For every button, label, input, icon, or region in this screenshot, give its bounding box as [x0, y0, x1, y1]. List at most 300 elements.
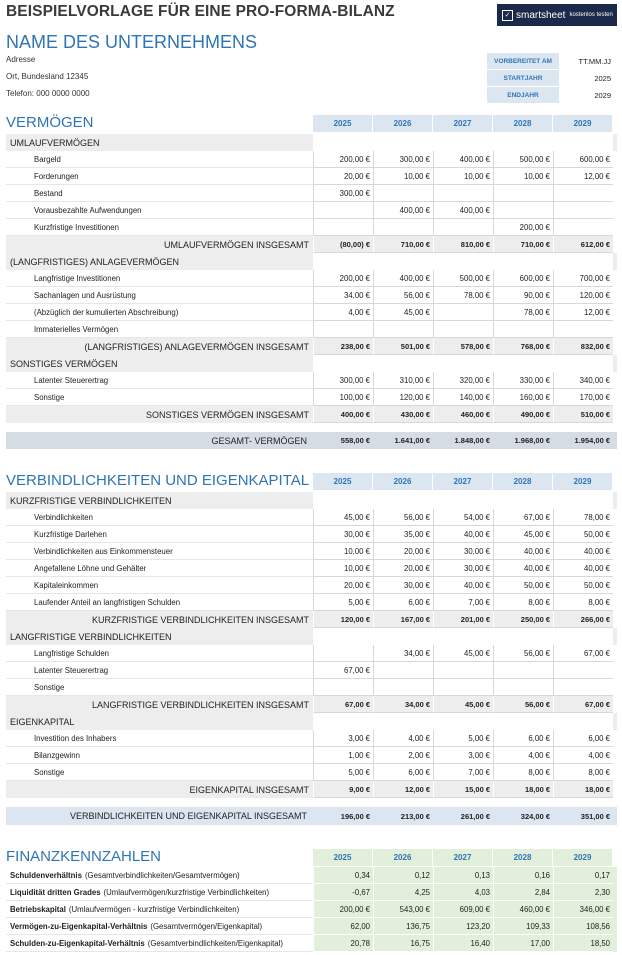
- ratio-row: [6, 918, 617, 935]
- value-cell[interactable]: 5,00 €: [313, 764, 373, 781]
- value-cell[interactable]: 56,00 €: [373, 287, 433, 304]
- ratio-value-cell[interactable]: 0,17: [553, 867, 613, 884]
- value-cell[interactable]: [493, 713, 553, 730]
- value-cell[interactable]: 7,00 €: [433, 594, 493, 611]
- value-cell[interactable]: 500,00 €: [493, 151, 553, 168]
- value-cell[interactable]: 238,00 €: [313, 338, 373, 355]
- row-label: Sonstige: [6, 389, 313, 406]
- row-label: EIGENKAPITAL: [10, 716, 75, 727]
- ratio-value-cell[interactable]: 2,84: [493, 884, 553, 901]
- value-cell[interactable]: 10,00 €: [313, 543, 373, 560]
- prepared-value[interactable]: TT.MM.JJ: [578, 56, 611, 66]
- row-label: Verbindlichkeiten aus Einkommensteuer: [6, 543, 313, 560]
- value-cell[interactable]: [373, 134, 433, 151]
- value-cell[interactable]: 20,00 €: [373, 560, 433, 577]
- value-cell[interactable]: [433, 628, 493, 645]
- value-cell[interactable]: 78,00 €: [433, 287, 493, 304]
- ratio-row: [6, 901, 617, 918]
- row-label: Kapitaleinkommen: [6, 577, 313, 594]
- ratio-value-cell[interactable]: 123,20: [433, 918, 493, 935]
- value-cell[interactable]: 54,00 €: [433, 509, 493, 526]
- city-line: Ort, Bundesland 12345: [6, 72, 89, 81]
- value-cell[interactable]: 34,00 €: [373, 645, 433, 662]
- value-cell[interactable]: 6,00 €: [553, 730, 613, 747]
- ratio-value-cell[interactable]: 62,00: [313, 918, 373, 935]
- prepared-label: VORBEREITET AM: [487, 53, 559, 69]
- prepared-row: [487, 53, 617, 69]
- row-label: Laufender Anteil an langfristigen Schulden: [6, 594, 313, 611]
- value-cell[interactable]: [433, 355, 493, 372]
- value-cell[interactable]: 10,00 €: [433, 168, 493, 185]
- value-cell[interactable]: 15,00 €: [433, 781, 493, 798]
- year-header-cell: 2026: [373, 473, 433, 490]
- value-cell[interactable]: [493, 202, 553, 219]
- value-cell[interactable]: 4,00 €: [373, 730, 433, 747]
- value-cell[interactable]: 120,00 €: [553, 287, 613, 304]
- ratio-value-cell[interactable]: 136,75: [373, 918, 433, 935]
- ratio-value-cell[interactable]: 109,33: [493, 918, 553, 935]
- value-cell[interactable]: [433, 185, 493, 202]
- value-cell[interactable]: 56,00 €: [493, 696, 553, 713]
- ratio-value-cell[interactable]: 4,25: [373, 884, 433, 901]
- value-cell[interactable]: 196,00 €: [313, 807, 373, 825]
- value-cell[interactable]: 200,00 €: [313, 151, 373, 168]
- row-label: Sonstige: [6, 764, 313, 781]
- value-cell[interactable]: [433, 662, 493, 679]
- value-cell[interactable]: [553, 321, 613, 338]
- value-cell[interactable]: 10,00 €: [493, 168, 553, 185]
- year-header-cell: 2025: [313, 849, 373, 866]
- value-cell[interactable]: [493, 662, 553, 679]
- value-cell[interactable]: 600,00 €: [553, 151, 613, 168]
- value-cell[interactable]: 4,00 €: [493, 747, 553, 764]
- row-label: Sachanlagen und Ausrüstung: [6, 287, 313, 304]
- value-cell[interactable]: [373, 628, 433, 645]
- value-cell[interactable]: 67,00 €: [313, 696, 373, 713]
- value-cell[interactable]: 40,00 €: [433, 577, 493, 594]
- value-cell[interactable]: 140,00 €: [433, 389, 493, 406]
- value-cell[interactable]: [313, 253, 373, 270]
- ratio-formula: (Umlaufvermögen - kurzfristige Verbindlichkeiten): [68, 904, 240, 914]
- value-cell[interactable]: [313, 713, 373, 730]
- year-header-cell: 2029: [553, 849, 613, 866]
- grand-total-row: [6, 432, 617, 449]
- value-cell[interactable]: [433, 134, 493, 151]
- value-cell[interactable]: 400,00 €: [433, 151, 493, 168]
- ratio-value-cell[interactable]: 108,56: [553, 918, 613, 935]
- category-row: [6, 253, 617, 270]
- value-cell[interactable]: [313, 355, 373, 372]
- value-cell[interactable]: 3,00 €: [313, 730, 373, 747]
- row-label: Langfristige Investitionen: [6, 270, 313, 287]
- value-cell[interactable]: [433, 253, 493, 270]
- value-cell[interactable]: 30,00 €: [313, 526, 373, 543]
- table-row: [6, 543, 617, 560]
- row-label: Forderungen: [6, 168, 313, 185]
- value-cell[interactable]: 160,00 €: [493, 389, 553, 406]
- table-row: [6, 151, 617, 168]
- row-label: Bargeld: [6, 151, 313, 168]
- subtotal-row: [6, 338, 617, 355]
- value-cell[interactable]: 67,00 €: [553, 645, 613, 662]
- value-cell[interactable]: [433, 321, 493, 338]
- value-cell[interactable]: 56,00 €: [373, 509, 433, 526]
- value-cell[interactable]: [313, 321, 373, 338]
- value-cell[interactable]: 320,00 €: [433, 372, 493, 389]
- table-row: [6, 679, 617, 696]
- table-row: [6, 185, 617, 202]
- value-cell[interactable]: 1.848,00 €: [433, 432, 493, 449]
- value-cell[interactable]: 50,00 €: [553, 526, 613, 543]
- end-year-label: ENDJAHR: [487, 87, 559, 103]
- table-row: [6, 219, 617, 236]
- ratio-value-cell[interactable]: 16,75: [373, 935, 433, 952]
- value-cell[interactable]: 40,00 €: [493, 560, 553, 577]
- subtotal-row: [6, 781, 617, 798]
- value-cell[interactable]: [433, 304, 493, 321]
- value-cell[interactable]: 34,00 €: [313, 287, 373, 304]
- row-label: LANGFRISTIGE VERBINDLICHKEITEN INSGESAMT: [6, 696, 313, 713]
- value-cell[interactable]: 20,00 €: [373, 543, 433, 560]
- value-cell[interactable]: [553, 492, 613, 509]
- value-cell[interactable]: [493, 679, 553, 696]
- ratio-value-cell[interactable]: 17,00: [493, 935, 553, 952]
- ratio-value-cell[interactable]: 0,12: [373, 867, 433, 884]
- value-cell[interactable]: 18,00 €: [493, 781, 553, 798]
- value-cell[interactable]: [553, 219, 613, 236]
- value-cell[interactable]: 460,00 €: [433, 406, 493, 423]
- value-cell[interactable]: 12,00 €: [373, 781, 433, 798]
- ratio-name: Liquidität dritten Grades: [10, 887, 101, 897]
- value-cell[interactable]: 30,00 €: [433, 560, 493, 577]
- ratio-value-cell[interactable]: 18,50: [553, 935, 613, 952]
- value-cell[interactable]: 810,00 €: [433, 236, 493, 253]
- ratio-value-cell[interactable]: 346,00 €: [553, 901, 613, 918]
- value-cell[interactable]: 90,00 €: [493, 287, 553, 304]
- ratio-value-cell[interactable]: 4,03: [433, 884, 493, 901]
- table-row: [6, 645, 617, 662]
- value-cell[interactable]: 261,00 €: [433, 807, 493, 825]
- value-cell[interactable]: 45,00 €: [493, 526, 553, 543]
- value-cell[interactable]: [313, 219, 373, 236]
- value-cell[interactable]: 6,00 €: [373, 764, 433, 781]
- value-cell[interactable]: [373, 679, 433, 696]
- value-cell[interactable]: 18,00 €: [553, 781, 613, 798]
- table-row: [6, 304, 617, 321]
- value-cell[interactable]: 35,00 €: [373, 526, 433, 543]
- row-label: Bilanzgewinn: [6, 747, 313, 764]
- value-cell[interactable]: 67,00 €: [313, 662, 373, 679]
- ratio-value-cell[interactable]: 0,13: [433, 867, 493, 884]
- value-cell[interactable]: 400,00 €: [313, 406, 373, 423]
- row-label: Angefallene Löhne und Gehälter: [6, 560, 313, 577]
- value-cell[interactable]: [313, 134, 373, 151]
- value-cell[interactable]: 30,00 €: [433, 543, 493, 560]
- value-cell[interactable]: 300,00 €: [373, 151, 433, 168]
- value-cell[interactable]: 5,00 €: [313, 594, 373, 611]
- value-cell[interactable]: [493, 253, 553, 270]
- table-row: [6, 270, 617, 287]
- value-cell[interactable]: 558,00 €: [313, 432, 373, 449]
- value-cell[interactable]: 12,00 €: [553, 304, 613, 321]
- year-header-cell: 2025: [313, 473, 373, 490]
- value-cell[interactable]: 700,00 €: [553, 270, 613, 287]
- value-cell[interactable]: 768,00 €: [493, 338, 553, 355]
- value-cell[interactable]: [373, 253, 433, 270]
- ratio-name: Vermögen-zu-Eigenkapital-Verhältnis: [10, 921, 148, 931]
- value-cell[interactable]: 170,00 €: [553, 389, 613, 406]
- category-row: [6, 355, 617, 372]
- value-cell[interactable]: 1.641,00 €: [373, 432, 433, 449]
- value-cell[interactable]: 45,00 €: [373, 304, 433, 321]
- phone-line: Telefon: 000 0000 0000: [6, 89, 90, 98]
- value-cell[interactable]: 213,00 €: [373, 807, 433, 825]
- value-cell[interactable]: 200,00 €: [313, 270, 373, 287]
- value-cell[interactable]: 7,00 €: [433, 764, 493, 781]
- assets-year-header: [313, 115, 613, 132]
- ratio-value-cell[interactable]: 543,00 €: [373, 901, 433, 918]
- value-cell[interactable]: 612,00 €: [553, 236, 613, 253]
- value-cell[interactable]: 12,00 €: [553, 168, 613, 185]
- value-cell[interactable]: 56,00 €: [493, 645, 553, 662]
- table-row: [6, 509, 617, 526]
- ratio-label: [6, 918, 313, 935]
- value-cell[interactable]: 78,00 €: [493, 304, 553, 321]
- table-row: [6, 168, 617, 185]
- value-cell[interactable]: 300,00 €: [313, 372, 373, 389]
- value-cell[interactable]: 2,00 €: [373, 747, 433, 764]
- address-line: Adresse: [6, 55, 36, 64]
- value-cell[interactable]: 4,00 €: [553, 747, 613, 764]
- value-cell[interactable]: 167,00 €: [373, 611, 433, 628]
- value-cell[interactable]: [373, 185, 433, 202]
- end-year-value[interactable]: 2029: [594, 90, 611, 100]
- category-row: [6, 713, 617, 730]
- row-label: Verbindlichkeiten: [6, 509, 313, 526]
- ratios-section-title: FINANZKENNZAHLEN: [6, 848, 162, 865]
- value-cell[interactable]: [373, 662, 433, 679]
- year-header-cell: 2029: [553, 115, 613, 132]
- year-header-cell: 2029: [553, 473, 613, 490]
- value-cell[interactable]: 710,00 €: [373, 236, 433, 253]
- value-cell[interactable]: [493, 185, 553, 202]
- value-cell[interactable]: 324,00 €: [493, 807, 553, 825]
- start-year-value[interactable]: 2025: [594, 73, 611, 83]
- value-cell[interactable]: 8,00 €: [553, 764, 613, 781]
- ratio-row: [6, 935, 617, 952]
- value-cell[interactable]: 6,00 €: [373, 594, 433, 611]
- value-cell[interactable]: 6,00 €: [493, 730, 553, 747]
- ratio-formula: (Gesamtverbindlichkeiten/Eigenkapital): [147, 938, 283, 948]
- value-cell[interactable]: 50,00 €: [493, 577, 553, 594]
- value-cell[interactable]: [373, 219, 433, 236]
- row-label: GESAMT- VERMÖGEN: [211, 435, 307, 446]
- ratio-label: [6, 935, 313, 952]
- value-cell[interactable]: 710,00 €: [493, 236, 553, 253]
- year-header-cell: 2028: [493, 849, 553, 866]
- value-cell[interactable]: (80,00) €: [313, 236, 373, 253]
- value-cell[interactable]: [313, 492, 373, 509]
- ratio-value-cell[interactable]: 20,78: [313, 935, 373, 952]
- value-cell[interactable]: [373, 492, 433, 509]
- value-cell[interactable]: [433, 219, 493, 236]
- value-cell[interactable]: [553, 134, 613, 151]
- value-cell[interactable]: [433, 492, 493, 509]
- table-row: [6, 747, 617, 764]
- year-header-cell: 2027: [433, 849, 493, 866]
- ratio-value-cell[interactable]: 2,30: [553, 884, 613, 901]
- value-cell[interactable]: 300,00 €: [313, 185, 373, 202]
- subtotal-row: [6, 611, 617, 628]
- value-cell[interactable]: 30,00 €: [373, 577, 433, 594]
- value-cell[interactable]: [433, 679, 493, 696]
- table-row: [6, 662, 617, 679]
- value-cell[interactable]: 50,00 €: [553, 577, 613, 594]
- smartsheet-logo[interactable]: [497, 4, 617, 26]
- value-cell[interactable]: 250,00 €: [493, 611, 553, 628]
- value-cell[interactable]: [493, 628, 553, 645]
- value-cell[interactable]: 1.954,00 €: [553, 432, 613, 449]
- year-header-cell: 2027: [433, 473, 493, 490]
- value-cell[interactable]: 430,00 €: [373, 406, 433, 423]
- value-cell[interactable]: 67,00 €: [493, 509, 553, 526]
- value-cell[interactable]: 400,00 €: [373, 202, 433, 219]
- value-cell[interactable]: [553, 628, 613, 645]
- ratio-row: [6, 867, 617, 884]
- ratio-value-cell[interactable]: 0,16: [493, 867, 553, 884]
- ratio-value-cell[interactable]: 0,34: [313, 867, 373, 884]
- value-cell[interactable]: 400,00 €: [433, 202, 493, 219]
- value-cell[interactable]: [373, 713, 433, 730]
- value-cell[interactable]: 40,00 €: [553, 560, 613, 577]
- value-cell[interactable]: 200,00 €: [493, 219, 553, 236]
- value-cell[interactable]: 490,00 €: [493, 406, 553, 423]
- ratio-label: [6, 867, 313, 884]
- value-cell[interactable]: 40,00 €: [553, 543, 613, 560]
- ratio-formula: (Umlaufvermögen/kurzfristige Verbindlichkeiten): [103, 887, 270, 897]
- value-cell[interactable]: 266,00 €: [553, 611, 613, 628]
- value-cell[interactable]: [493, 134, 553, 151]
- value-cell[interactable]: 4,00 €: [313, 304, 373, 321]
- value-cell[interactable]: [433, 713, 493, 730]
- ratio-value-cell[interactable]: 609,00 €: [433, 901, 493, 918]
- ratio-label: [6, 901, 313, 918]
- value-cell[interactable]: [493, 355, 553, 372]
- value-cell[interactable]: 10,00 €: [373, 168, 433, 185]
- row-label: (LANGFRISTIGES) ANLAGEVERMÖGEN: [10, 256, 180, 267]
- value-cell[interactable]: 10,00 €: [313, 560, 373, 577]
- value-cell[interactable]: 330,00 €: [493, 372, 553, 389]
- row-label: SONSTIGES VERMÖGEN: [10, 358, 118, 369]
- table-row: [6, 526, 617, 543]
- value-cell[interactable]: [373, 355, 433, 372]
- value-cell[interactable]: 578,00 €: [433, 338, 493, 355]
- table-row: [6, 287, 617, 304]
- value-cell[interactable]: 67,00 €: [553, 696, 613, 713]
- value-cell[interactable]: 120,00 €: [373, 389, 433, 406]
- value-cell[interactable]: 78,00 €: [553, 509, 613, 526]
- row-label: Bestand: [6, 185, 313, 202]
- value-cell[interactable]: [553, 662, 613, 679]
- value-cell[interactable]: [313, 679, 373, 696]
- value-cell[interactable]: 5,00 €: [433, 730, 493, 747]
- value-cell[interactable]: 510,00 €: [553, 406, 613, 423]
- subtotal-row: [6, 406, 617, 423]
- value-cell[interactable]: 340,00 €: [553, 372, 613, 389]
- value-cell[interactable]: [373, 321, 433, 338]
- value-cell[interactable]: 351,00 €: [553, 807, 613, 825]
- value-cell[interactable]: [553, 202, 613, 219]
- row-label: (LANGFRISTIGES) ANLAGEVERMÖGEN INSGESAMT: [6, 338, 313, 355]
- value-cell[interactable]: 500,00 €: [433, 270, 493, 287]
- value-cell[interactable]: 20,00 €: [313, 577, 373, 594]
- value-cell[interactable]: 45,00 €: [433, 696, 493, 713]
- value-cell[interactable]: 45,00 €: [433, 645, 493, 662]
- value-cell[interactable]: 40,00 €: [433, 526, 493, 543]
- value-cell[interactable]: [553, 253, 613, 270]
- value-cell[interactable]: 20,00 €: [313, 168, 373, 185]
- row-label: Vorausbezahlte Aufwendungen: [6, 202, 313, 219]
- value-cell[interactable]: 45,00 €: [313, 509, 373, 526]
- value-cell[interactable]: 100,00 €: [313, 389, 373, 406]
- value-cell[interactable]: 8,00 €: [493, 764, 553, 781]
- table-row: [6, 730, 617, 747]
- ratio-value-cell[interactable]: 200,00 €: [313, 901, 373, 918]
- value-cell[interactable]: [493, 321, 553, 338]
- value-cell[interactable]: 9,00 €: [313, 781, 373, 798]
- ratio-value-cell[interactable]: 16,40: [433, 935, 493, 952]
- value-cell[interactable]: [493, 492, 553, 509]
- value-cell[interactable]: 600,00 €: [493, 270, 553, 287]
- value-cell[interactable]: 201,00 €: [433, 611, 493, 628]
- category-row: [6, 134, 617, 151]
- table-row: [6, 321, 617, 338]
- ratio-formula: (Gesamtverbindlichkeiten/Gesamtvermögen): [84, 870, 240, 880]
- ratio-value-cell[interactable]: -0,67: [313, 884, 373, 901]
- value-cell[interactable]: 8,00 €: [553, 594, 613, 611]
- value-cell[interactable]: [313, 645, 373, 662]
- year-header-cell: 2028: [493, 115, 553, 132]
- value-cell[interactable]: [553, 355, 613, 372]
- ratio-name: Schulden-zu-Eigenkapital-Verhältnis: [10, 938, 145, 948]
- value-cell[interactable]: [313, 202, 373, 219]
- ratio-value-cell[interactable]: 460,00 €: [493, 901, 553, 918]
- value-cell[interactable]: [553, 713, 613, 730]
- value-cell[interactable]: 40,00 €: [493, 543, 553, 560]
- value-cell[interactable]: 34,00 €: [373, 696, 433, 713]
- value-cell[interactable]: 501,00 €: [373, 338, 433, 355]
- value-cell[interactable]: 400,00 €: [373, 270, 433, 287]
- logo-subtitle: kostenlos testen: [569, 12, 613, 18]
- row-label: Latenter Steuerertrag: [6, 662, 313, 679]
- value-cell[interactable]: 120,00 €: [313, 611, 373, 628]
- value-cell[interactable]: 310,00 €: [373, 372, 433, 389]
- value-cell[interactable]: 832,00 €: [553, 338, 613, 355]
- ratio-name: Schuldenverhältnis: [10, 870, 82, 880]
- value-cell[interactable]: 1,00 €: [313, 747, 373, 764]
- year-header-cell: 2028: [493, 473, 553, 490]
- value-cell[interactable]: [313, 628, 373, 645]
- ratio-name: Betriebskapital: [10, 904, 66, 914]
- value-cell[interactable]: 3,00 €: [433, 747, 493, 764]
- value-cell[interactable]: [553, 185, 613, 202]
- ratios-year-header: [313, 849, 613, 866]
- value-cell[interactable]: [553, 679, 613, 696]
- table-row: [6, 202, 617, 219]
- ratio-label: [6, 884, 313, 901]
- value-cell[interactable]: 1.968,00 €: [493, 432, 553, 449]
- value-cell[interactable]: 8,00 €: [493, 594, 553, 611]
